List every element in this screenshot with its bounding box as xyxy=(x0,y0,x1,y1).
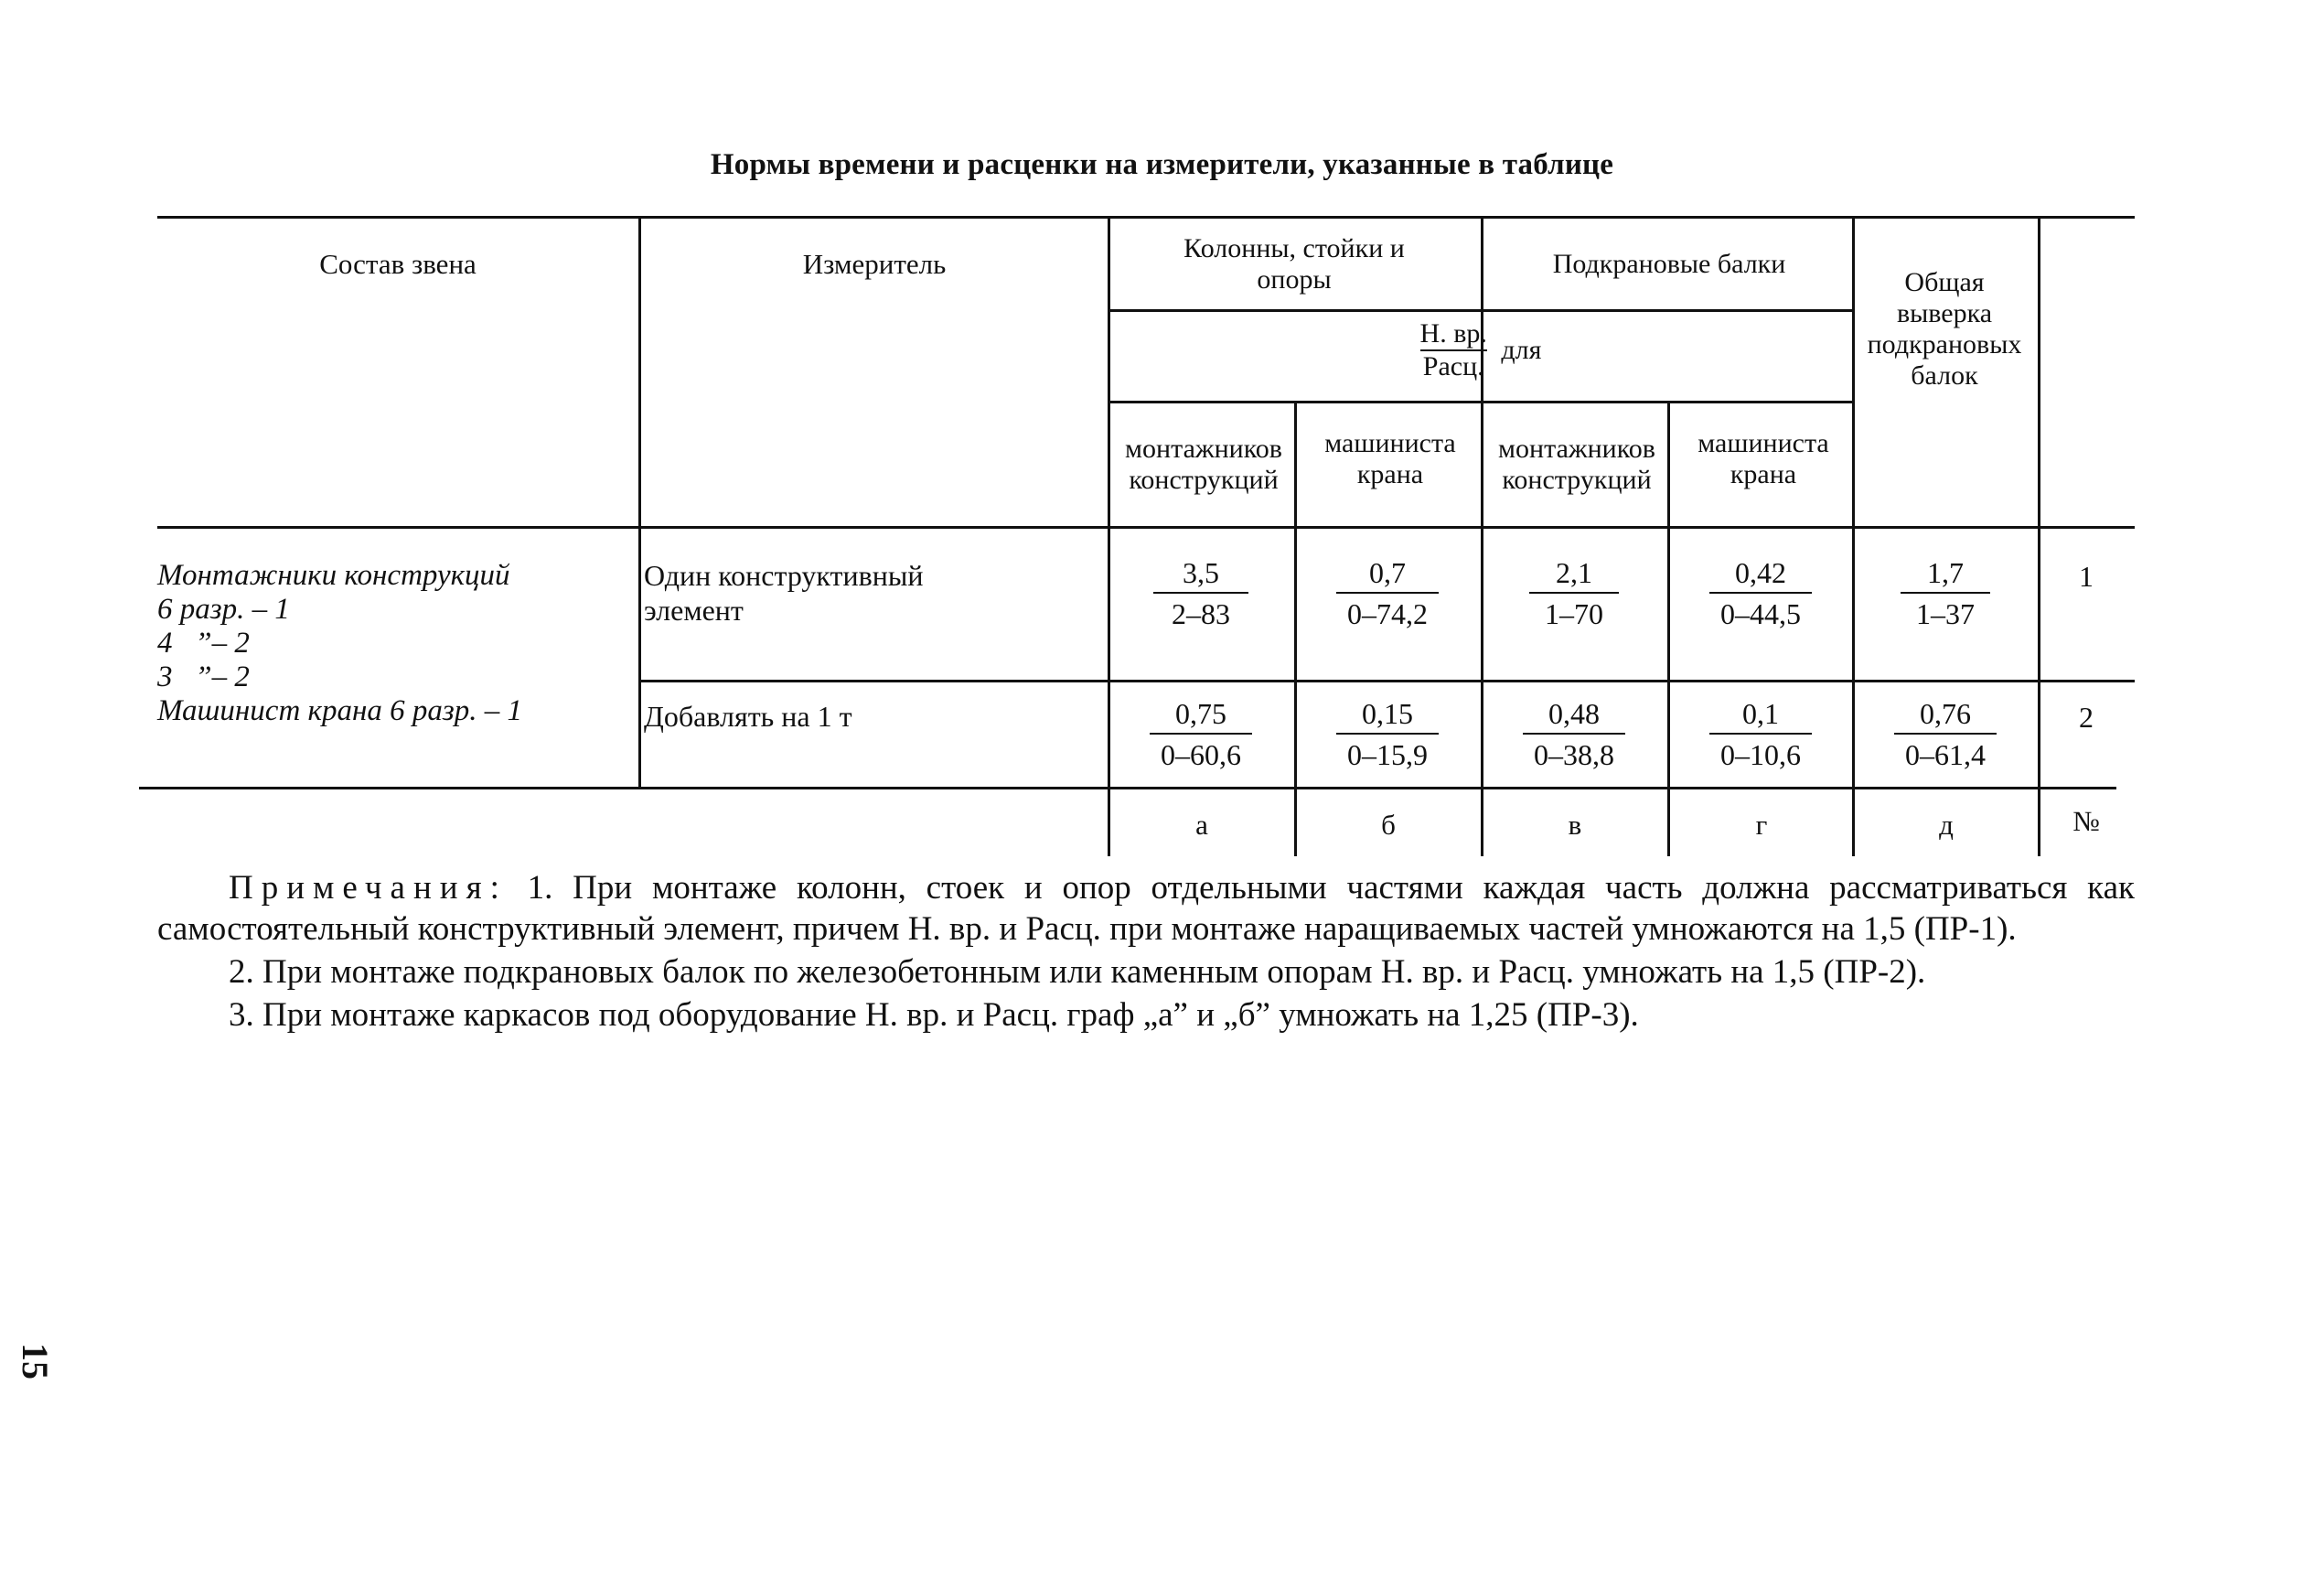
header-sub-a: монтажников конструкций xyxy=(1125,434,1282,495)
row1-value-a xyxy=(1119,556,1283,630)
fraction-bar xyxy=(1523,733,1625,735)
row2-number: 2 xyxy=(2079,701,2094,734)
crew-line: 6 разр. – 1 xyxy=(157,593,290,626)
crew-line: 3 ”– 2 xyxy=(157,660,250,693)
header-crew: Состав звена xyxy=(319,248,477,280)
value-rate: 0–38,8 xyxy=(1534,738,1614,771)
value-rate: 2–83 xyxy=(1172,597,1230,630)
value-norm: 0,15 xyxy=(1362,697,1413,730)
col-rule-num xyxy=(2038,216,2040,856)
row1-number: 1 xyxy=(2079,560,2094,593)
row2-value-e xyxy=(1863,697,2028,771)
col-rule-a xyxy=(1108,216,1110,856)
hvr-fraction xyxy=(1420,320,1487,381)
header-sub-c: монтажников конструкций xyxy=(1498,434,1655,495)
value-norm: 2,1 xyxy=(1556,556,1592,589)
row1-value-b xyxy=(1305,556,1470,630)
fraction-bar xyxy=(1901,592,1990,594)
note-1-text: 1. При монтаже колонн, стоек и опор отдельными частями каждая часть должна рассматриваться как самостоятельный конструктивный элемент, причем Н. вр. и Расц. при монтаже наращиваемых частей умножаются на 1,5 (ПР-1). xyxy=(157,869,2135,948)
header-hvr xyxy=(1109,320,1852,393)
col-letter-d: г xyxy=(1755,809,1768,841)
row1-value-d xyxy=(1678,556,1843,630)
col-letter-b: б xyxy=(1381,809,1396,841)
crew-line: 4 ”– 2 xyxy=(157,627,250,660)
value-rate: 1–37 xyxy=(1916,597,1975,630)
fraction-bar xyxy=(1153,592,1248,594)
value-rate: 1–70 xyxy=(1545,597,1603,630)
row2-value-d xyxy=(1678,697,1843,771)
value-norm: 1,7 xyxy=(1927,556,1964,589)
header-unit: Измеритель xyxy=(802,248,947,280)
value-rate: 0–61,4 xyxy=(1905,738,1986,771)
hvr-for: для xyxy=(1501,335,1542,365)
note-2: 2. При монтаже подкрановых балок по железобетонным или каменным опорам Н. вр. и Расц. умножать на 1,5 (ПР-2). xyxy=(229,953,1926,991)
hvr-denominator: Расц. xyxy=(1422,351,1484,381)
value-norm: 3,5 xyxy=(1183,556,1219,589)
fraction-bar xyxy=(1709,733,1812,735)
hvr-numerator: Н. вр. xyxy=(1419,318,1487,349)
fraction-bar xyxy=(1709,592,1812,594)
value-rate: 0–60,6 xyxy=(1161,738,1241,771)
col-rule-b xyxy=(1294,401,1297,856)
value-rate: 0–74,2 xyxy=(1347,597,1428,630)
note-1 xyxy=(157,867,2135,950)
page-number: 15 xyxy=(15,1343,56,1380)
row2-value-c xyxy=(1492,697,1656,771)
col-letter-c: в xyxy=(1568,809,1582,841)
value-rate: 0–44,5 xyxy=(1720,597,1801,630)
value-rate: 0–10,6 xyxy=(1720,738,1801,771)
row1-value-e xyxy=(1863,556,2028,630)
row1-unit: Один конструктивный элемент xyxy=(644,559,924,627)
crew-line: Машинист крана 6 разр. – 1 xyxy=(157,694,522,727)
crew-composition xyxy=(157,559,633,728)
col-letter-a: а xyxy=(1195,809,1208,841)
value-norm: 0,48 xyxy=(1548,697,1600,730)
header-group-columns: Колонны, стойки и опоры xyxy=(1183,233,1405,295)
header-sub-b: машиниста крана xyxy=(1324,428,1456,489)
header-group-beams: Подкрановые балки xyxy=(1552,249,1786,279)
header-total-alignment: Общая выверка подкрановых балок xyxy=(1867,267,2022,391)
header-bottom-rule xyxy=(157,526,2135,529)
value-norm: 0,7 xyxy=(1369,556,1406,589)
col-letter-e: д xyxy=(1939,809,1954,841)
value-rate: 0–15,9 xyxy=(1347,738,1428,771)
fraction-bar xyxy=(1529,592,1619,594)
notes-label: Примечания: xyxy=(229,869,508,907)
col-rule-c xyxy=(1481,216,1483,856)
header-sub-d: машиниста крана xyxy=(1697,428,1829,489)
table-title: Нормы времени и расценки на измерители, указанные в таблице xyxy=(710,148,1614,181)
row2-unit: Добавлять на 1 т xyxy=(644,700,852,733)
col-rule-d xyxy=(1667,401,1670,856)
row-separator-rule xyxy=(640,680,2135,682)
value-norm: 0,75 xyxy=(1175,697,1226,730)
row2-value-b xyxy=(1305,697,1470,771)
value-norm: 0,42 xyxy=(1735,556,1786,589)
col-rule-e xyxy=(1852,216,1855,856)
fraction-bar xyxy=(1894,733,1997,735)
col-letter-num: № xyxy=(2072,805,2100,837)
row1-value-c xyxy=(1492,556,1656,630)
crew-line: Монтажники конструкций xyxy=(157,559,510,592)
fraction-bar xyxy=(1150,733,1252,735)
value-norm: 0,76 xyxy=(1920,697,1971,730)
fraction-bar xyxy=(1336,733,1439,735)
row2-value-a xyxy=(1119,697,1283,771)
note-3: 3. При монтаже каркасов под оборудование Н. вр. и Расц. граф „а” и „б” умножать на 1,25 (ПР-3). xyxy=(229,996,1639,1034)
table-bottom-rule xyxy=(139,787,2116,789)
fraction-bar xyxy=(1336,592,1439,594)
notes xyxy=(157,867,2135,1036)
value-norm: 0,1 xyxy=(1742,697,1779,730)
